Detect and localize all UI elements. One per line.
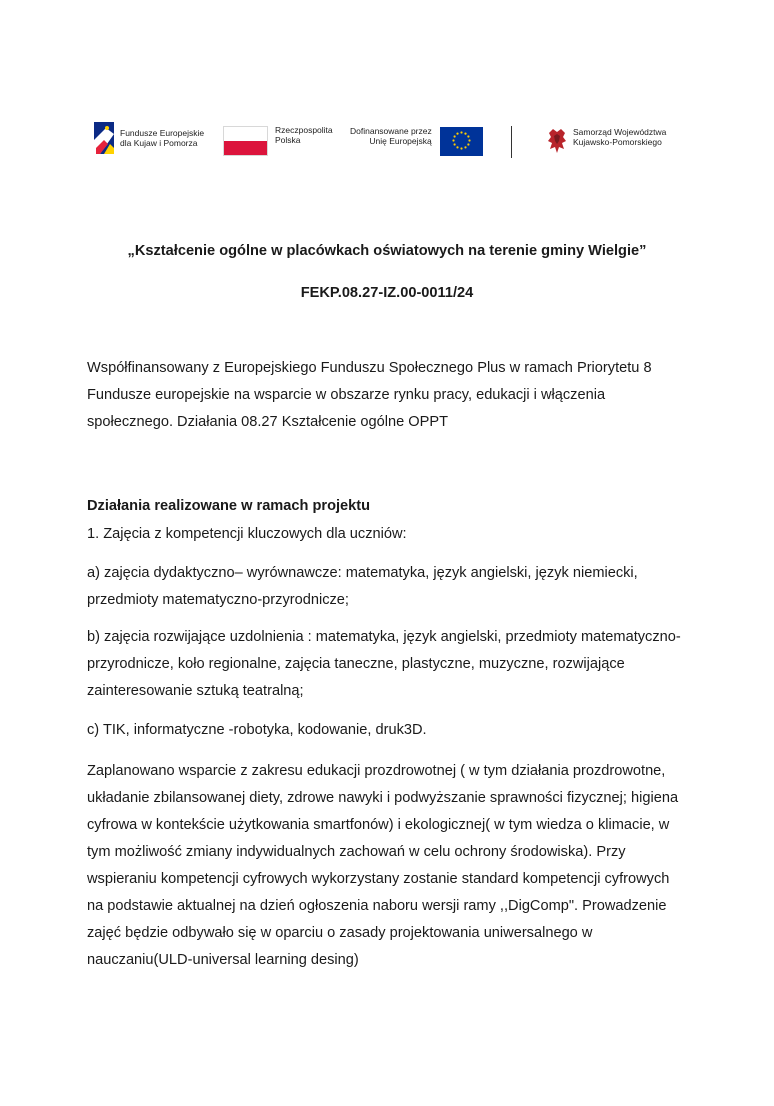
list-intro: 1. Zajęcia z kompetencji kluczowych dla uczniów:	[87, 526, 407, 542]
document-title: „Kształcenie ogólne w placówkach oświatowych na terenie gminy Wielgie”	[127, 243, 647, 259]
intro-paragraph: Współfinansowany z Europejskiego Funduszu Społecznego Plus w ramach Priorytetu 8 Fundusze europejskie na wsparcie w obszarze rynku pracy, edukacji i włączenia społecznego. Działania 08.27 Kształcenie ogólne OPPT	[87, 360, 652, 430]
logo-bar	[92, 120, 682, 164]
logo-divider	[511, 126, 512, 158]
support-paragraph: Zaplanowano wsparcie z zakresu edukacji prozdrowotnej ( w tym działania prozdrowotne, układanie zbilansowanej diety, zdrowe nawyki i podwyższanie sprawności fizycznej; higiena cyfrowa w kontekście użytkowania smartfonów) i ekologicznej( w tym wiedza o klimacie, w tym możliwość zmiany indywidualnych zachowań w celu ochrony środowiska). Przy wspieraniu kompetencji cyfrowych wykorzystany zostanie standard kompetencji cyfrowych na podstawie aktualnej na dzień ogłoszenia naboru wersji ramy ,,DigComp". Prowadzenie zajęć będzie odbywało się w oparciu o zasady projektowania uniwersalnego w nauczaniu(ULD-universal learning desing)	[87, 763, 679, 968]
region-logo	[545, 127, 666, 155]
region-logo-text: Samorząd Województwa Kujawsko-Pomorskiego	[573, 127, 667, 147]
poland-logo	[223, 126, 333, 156]
eu-flag-icon	[440, 127, 483, 156]
list-item-a: a) zajęcia dydaktyczno– wyrównawcze: matematyka, język angielski, język niemiecki, przedmioty matematyczno-przyrodnicze;	[87, 565, 638, 608]
region-emblem-icon	[545, 127, 569, 155]
eu-logo-text: Dofinansowane przez Unię Europejską	[350, 125, 432, 146]
funds-logo	[92, 120, 204, 156]
poland-logo-text: Rzeczpospolita Polska	[275, 125, 333, 145]
project-code: FEKP.08.27-IZ.00-0011/24	[300, 285, 474, 301]
eu-logo	[350, 127, 483, 156]
poland-flag-icon	[223, 126, 268, 156]
list-item-c: c) TIK, informatyczne -robotyka, kodowanie, druk3D.	[87, 722, 427, 738]
funds-emblem-icon	[92, 120, 116, 156]
section-heading: Działania realizowane w ramach projektu	[87, 498, 371, 514]
list-item-b: b) zajęcia rozwijające uzdolnienia : matematyka, język angielski, przedmioty matematyczno-przyrodnicze, koło regionalne, zajęcia taneczne, plastyczne, muzyczne, rozwijające zainteresowanie sztuką teatralną;	[87, 629, 681, 699]
funds-logo-text: Fundusze Europejskie dla Kujaw i Pomorza	[120, 128, 205, 148]
